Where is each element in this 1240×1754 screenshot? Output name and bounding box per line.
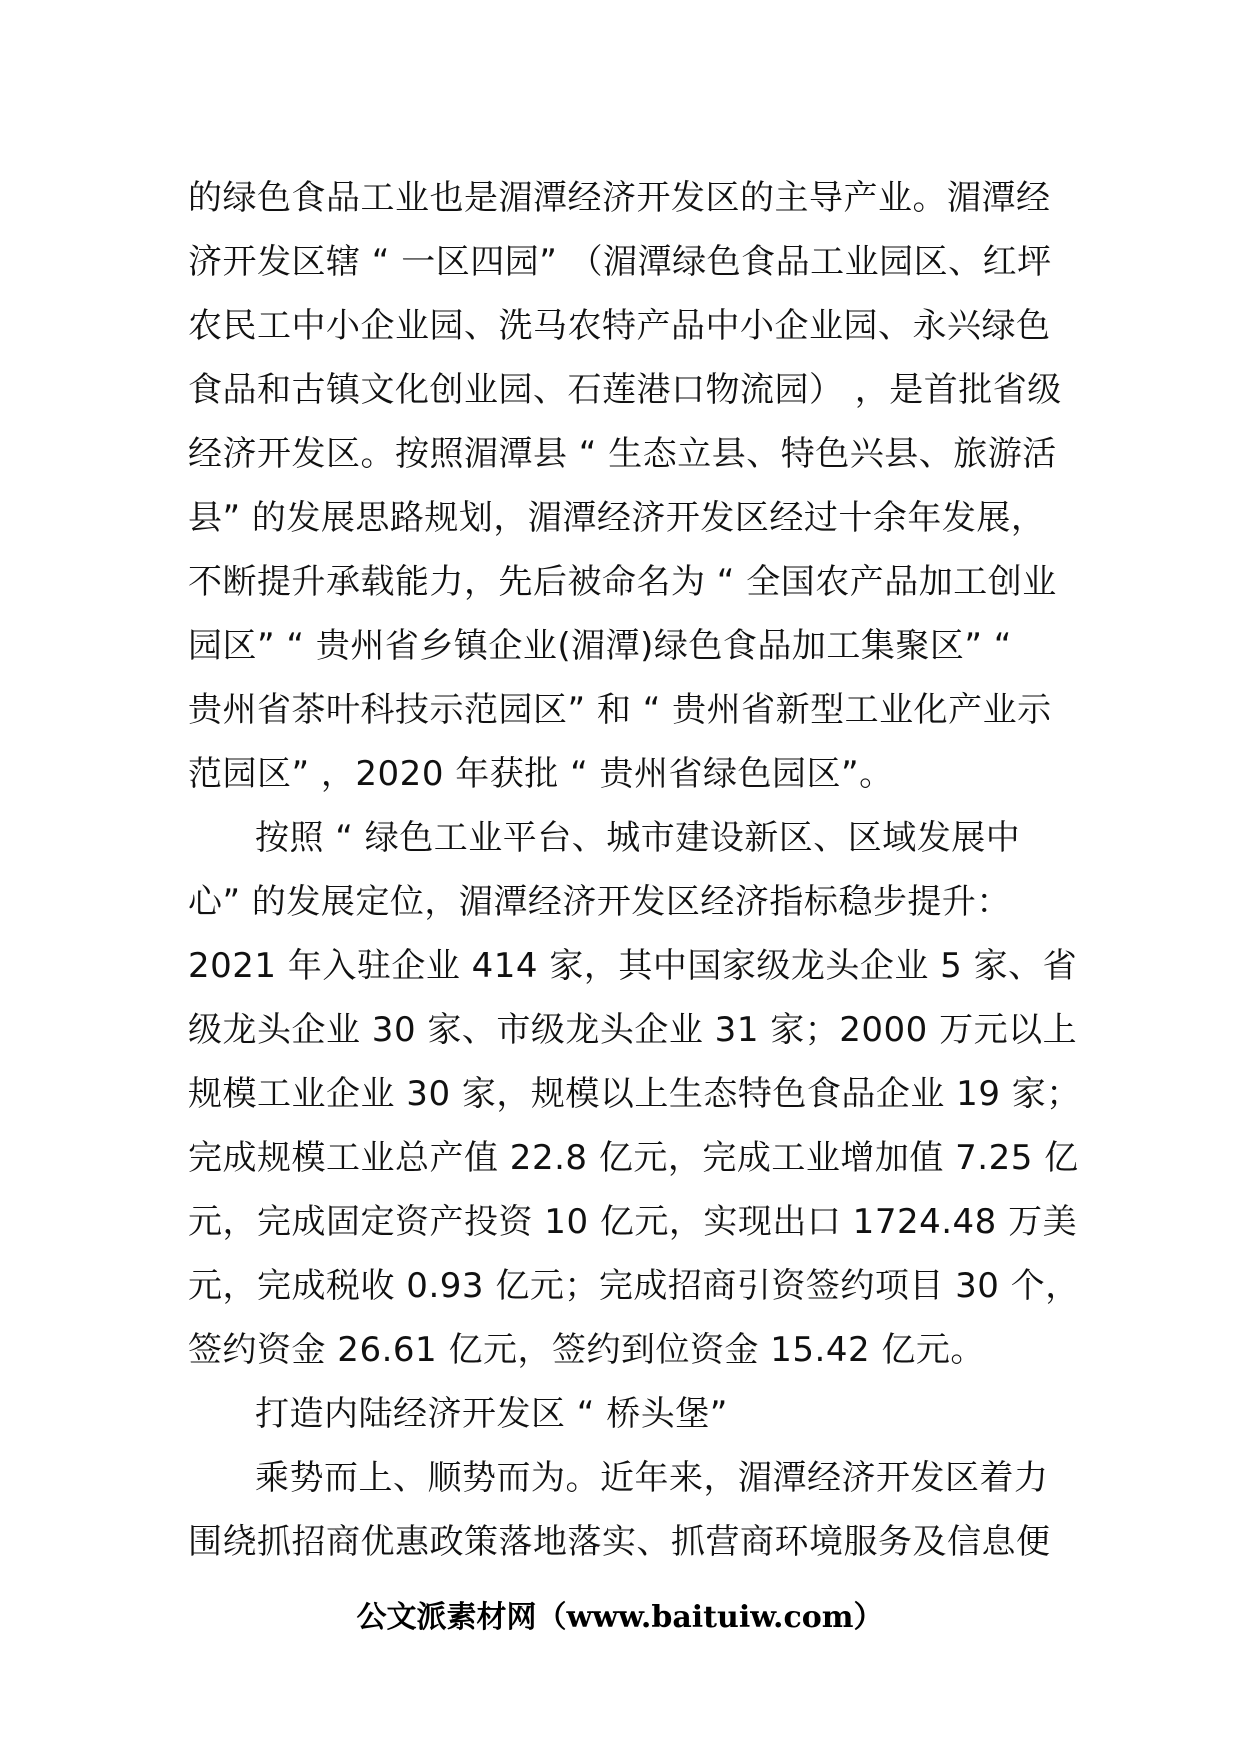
paragraph-1-line-2: 济开发区辖 “ 一区四园” （湄潭绿色食品工业园区、红坪 [188,242,1052,282]
page-footer: 公文派素材网（www.baituiw.com） [356,1600,884,1635]
section-heading: 打造内陆经济开发区 “ 桥头堡” [255,1394,728,1434]
paragraph-1-line-8: 园区” “ 贵州省乡镇企业(湄潭)绿色食品加工集聚区” “ [188,626,1012,666]
paragraph-1-line-3: 农民工中小企业园、洗马农特产品中小企业园、永兴绿色 [188,306,1051,346]
paragraph-1-line-5: 经济开发区。按照湄潭县 “ 生态立县、特色兴县、旅游活 [188,434,1057,474]
paragraph-2-line-3: 2021 年入驻企业 414 家，其中国家级龙头企业 5 家、省 [188,946,1078,986]
paragraph-1-line-1: 的绿色食品工业也是湄潭经济开发区的主导产业。湄潭经 [188,178,1051,218]
paragraph-1-line-9: 贵州省茶叶科技示范园区” 和 “ 贵州省新型工业化产业示 [188,690,1052,730]
paragraph-2-line-8: 元，完成税收 0.93 亿元；完成招商引资签约项目 30 个， [188,1266,1080,1306]
paragraph-2-line-6: 完成规模工业总产值 22.8 亿元，完成工业增加值 7.25 亿 [188,1138,1079,1178]
paragraph-2-line-4: 级龙头企业 30 家、市级龙头企业 31 家；2000 万元以上 [188,1010,1078,1050]
paragraph-2-line-5: 规模工业企业 30 家，规模以上生态特色食品企业 19 家； [188,1074,1081,1114]
paragraph-1-line-7: 不断提升承载能力，先后被命名为 “ 全国农产品加工创业 [188,562,1057,602]
paragraph-2-line-7: 元，完成固定资产投资 10 亿元，实现出口 1724.48 万美 [188,1202,1078,1242]
paragraph-2-line-9: 签约资金 26.61 亿元，签约到位资金 15.42 亿元。 [188,1330,985,1370]
paragraph-3-line-2: 围绕抓招商优惠政策落地落实、抓营商环境服务及信息便 [188,1522,1051,1562]
paragraph-2-line-1: 按照 “ 绿色工业平台、城市建设新区、区域发展中 [255,818,1021,858]
paragraph-1-line-6: 县” 的发展思路规划，湄潭经济开发区经过十余年发展， [188,498,1046,538]
paragraph-1-line-10: 范园区” ，2020 年获批 “ 贵州省绿色园区”。 [188,754,894,794]
paragraph-2-line-2: 心” 的发展定位，湄潭经济开发区经济指标稳步提升： [188,882,1011,922]
paragraph-1-line-4: 食品和古镇文化创业园、石莲港口物流园） ，是首批省级 [188,370,1062,410]
paragraph-3-line-1: 乘势而上、顺势而为。近年来，湄潭经济开发区着力 [255,1458,1049,1498]
